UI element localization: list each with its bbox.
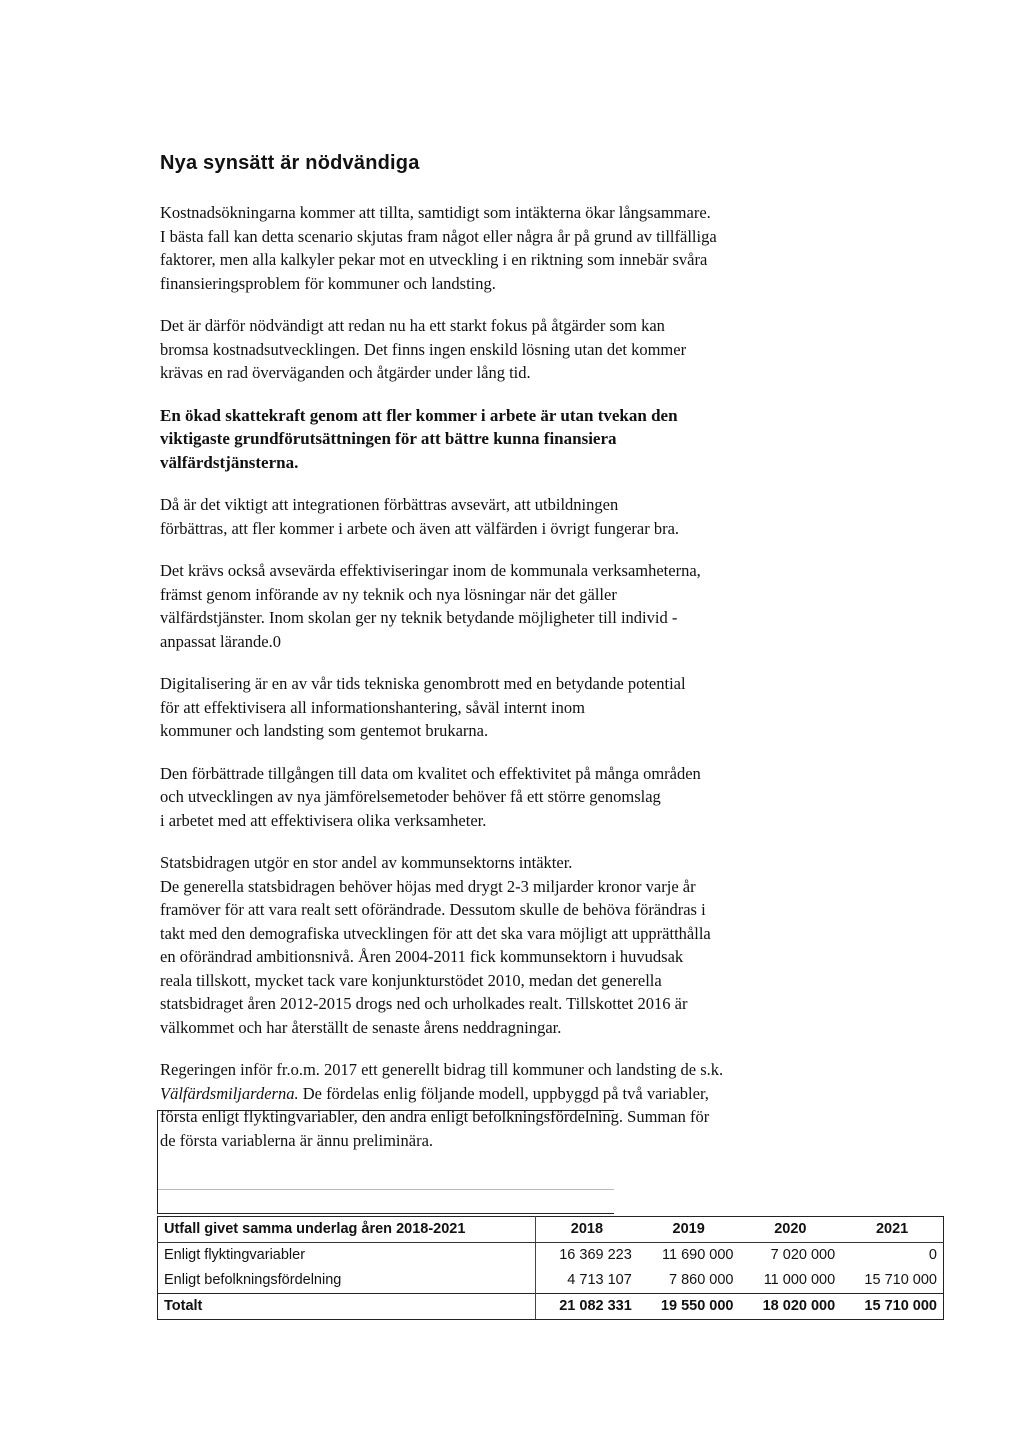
table-header-year: 2018 [536, 1217, 638, 1243]
paragraph-line: välkommet och har återställt de senaste årens neddragningar. [160, 1017, 562, 1037]
table-header-year: 2019 [638, 1217, 740, 1243]
paragraph [160, 851, 820, 1039]
paragraph-line: Det är därför nödvändigt att redan nu ha ett starkt fokus på åtgärder som kan [160, 316, 665, 335]
table-row [158, 1243, 944, 1269]
paragraph-line: Digitalisering är en av vår tids tekniska genombrott med en betydande potential [160, 674, 686, 693]
paragraph-line [160, 1082, 820, 1106]
row-value: 11 000 000 [763, 1272, 836, 1288]
paragraph-line: Statsbidragen utgör en stor andel av kommunsektorns intäkter. [160, 853, 573, 872]
paragraph-line: välfärdstjänster. Inom skolan ger ny teknik betydande möjligheter till individ - [160, 608, 678, 627]
paragraph-line: reala tillskott, mycket tack vare konjunkturstödet 2010, medan det generella [160, 970, 662, 990]
paragraph-line: en oförändrad ambitionsnivå. Åren 2004-2011 fick kommunsektorn i huvudsak [160, 947, 684, 966]
row-value: 16 369 223 [559, 1247, 632, 1263]
table-total-row [158, 1294, 944, 1320]
paragraph-line: De generella statsbidragen behöver höjas med drygt 2-3 miljarder kronor varje år [160, 876, 696, 896]
table-header-year: 2020 [740, 1217, 842, 1243]
paragraph-line-rest: De fördelas enlig följande modell, uppbyggd på två variabler, [298, 1083, 709, 1103]
paragraph-line: välfärdstjänsterna. [160, 452, 299, 472]
paragraph-line: faktorer, men alla kalkyler pekar mot en utveckling i en riktning som innebär svåra [160, 250, 708, 269]
row-value: 11 690 000 [662, 1247, 734, 1263]
total-value: 19 550 000 [638, 1294, 740, 1320]
paragraph [160, 762, 820, 833]
table-header-row [158, 1217, 944, 1243]
paragraph-line: bromsa kostnadsutvecklingen. Det finns ingen enskild lösning utan det kommer [160, 339, 687, 359]
paragraph-line: viktigaste grundförutsättningen för att bättre kunna finansiera [160, 429, 617, 448]
paragraph-line: och utvecklingen av nya jämförelsemetoder behöver få ett större genomslag [160, 787, 661, 806]
row-value: 4 713 107 [567, 1272, 632, 1288]
total-label: Totalt [158, 1294, 536, 1320]
paragraph-line: anpassat lärande.0 [160, 631, 281, 651]
paragraph-line: takt med den demografiska utvecklingen för att det ska vara möjligt att upprätthålla [160, 923, 711, 943]
row-value: 7 020 000 [770, 1247, 836, 1263]
paragraph [160, 201, 820, 295]
paragraph-line: Det krävs också avsevärda effektiviseringar inom de kommunala verksamheterna, [160, 561, 701, 580]
paragraph-line: krävas en rad överväganden och åtgärder under lång tid. [160, 363, 531, 382]
table-header-year: 2021 [841, 1217, 943, 1243]
allocation-table [157, 1216, 944, 1320]
paragraph [160, 493, 820, 540]
paragraph-line: Då är det viktigt att integrationen förbättras avsevärt, att utbildningen [160, 495, 619, 514]
paragraph [160, 314, 820, 385]
total-value: 21 082 331 [536, 1294, 638, 1320]
table-header-label: Utfall givet samma underlag åren 2018-2021 [158, 1217, 536, 1243]
paragraph [160, 404, 820, 475]
paragraph-line: Regeringen inför fr.o.m. 2017 ett generellt bidrag till kommuner och landsting de s.k. [160, 1060, 724, 1079]
paragraph-line: statsbidraget åren 2012-2015 drogs ned och urholkades realt. Tillskottet 2016 är [160, 994, 688, 1013]
paragraph-line: första enligt flyktingvariabler, den andra enligt befolkningsfördelning. Summan för [160, 1107, 710, 1126]
row-value: 0 [928, 1247, 937, 1263]
page-top-margin [0, 0, 1024, 130]
row-label: Enligt flyktingvariabler [158, 1243, 536, 1269]
document-body [160, 152, 820, 1171]
paragraph-line: Den förbättrade tillgången till data om kvalitet och effektivitet på många områden [160, 763, 701, 783]
paragraph [160, 672, 820, 743]
row-value: 15 710 000 [864, 1272, 937, 1288]
paragraph-line: främst genom införande av ny teknik och nya lösningar när det gäller [160, 584, 617, 604]
row-value: 7 860 000 [668, 1272, 734, 1288]
paragraph-line: framöver för att vara realt sett oförändrade. Dessutom skulle de behöva förändras i [160, 900, 706, 919]
paragraph-line: förbättras, att fler kommer i arbete och även att välfärden i övrigt fungerar bra. [160, 518, 680, 538]
paragraph-line: finansieringsproblem för kommuner och landsting. [160, 273, 496, 293]
table-row [158, 1268, 944, 1294]
paragraph [160, 559, 820, 653]
paragraph-line: för att effektivisera all informationshantering, såväl internt inom [160, 697, 585, 717]
total-value: 18 020 000 [740, 1294, 842, 1320]
allocation-table-wrapper [157, 1216, 944, 1320]
empty-figure-frame [157, 1110, 614, 1214]
paragraph-line: kommuner och landsting som gentemot brukarna. [160, 721, 489, 740]
row-label: Enligt befolkningsfördelning [158, 1268, 536, 1294]
total-value: 15 710 000 [841, 1294, 943, 1320]
italic-term: Välfärdsmiljarderna. [160, 1083, 299, 1103]
paragraph-line: I bästa fall kan detta scenario skjutas fram något eller några år på grund av tillfälliga [160, 226, 717, 246]
paragraph-line: i arbetet med att effektivisera olika verksamheter. [160, 810, 487, 830]
paragraph-line: Kostnadsökningarna kommer att tillta, samtidigt som intäkterna ökar långsammare. [160, 203, 711, 222]
paragraph-line: En ökad skattekraft genom att fler kommer i arbete är utan tvekan den [160, 405, 678, 425]
paragraph-line: de första variablerna är ännu preliminära. [160, 1130, 434, 1150]
paragraph-list [160, 201, 820, 1039]
section-heading: Nya synsätt är nödvändiga [160, 152, 420, 174]
